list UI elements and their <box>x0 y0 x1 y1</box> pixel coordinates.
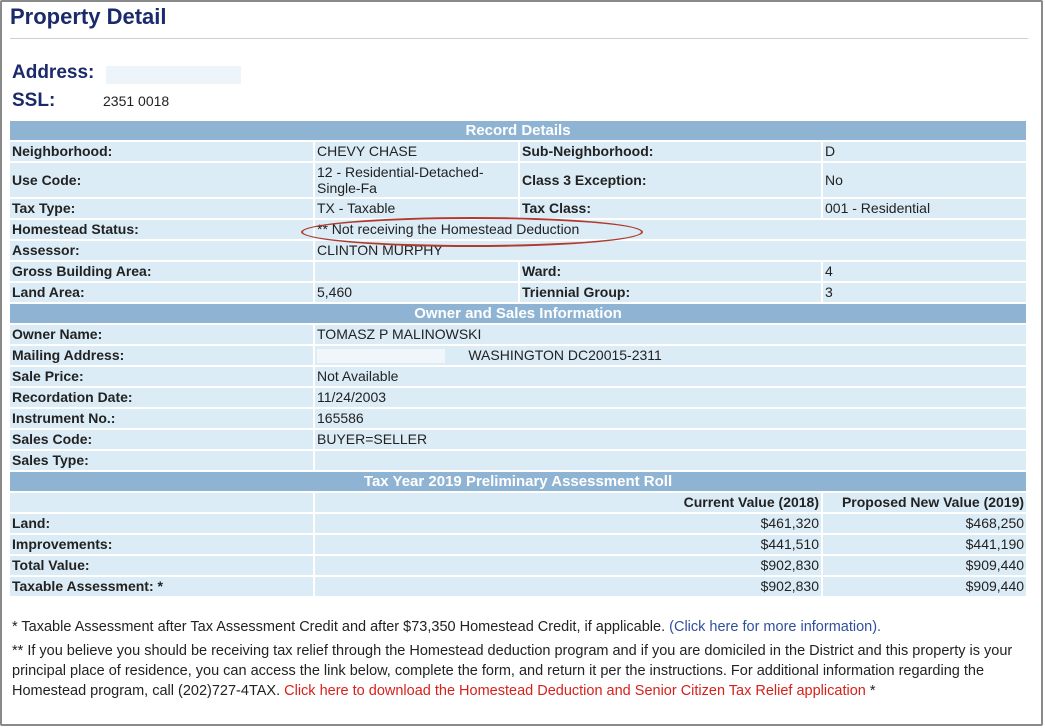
assessment-row-label: Total Value: <box>10 556 315 575</box>
record-details-header: Record Details <box>10 121 1026 140</box>
footnote-homestead-text: ** If you believe you should be receiving tax relief through the Homestead deduction program and if you are domiciled in the District and this property is your principal place of residence, you can access the link below, complete the form, and return it per the instructions. For additional information regarding the Homestead program, call (202)727-4TAX. <box>12 643 1013 699</box>
gross-building-area-label: Gross Building Area: <box>10 262 315 281</box>
assessment-current-value: $441,510 <box>315 535 823 554</box>
sale-price-label: Sale Price: <box>10 367 315 386</box>
more-information-link[interactable]: (Click here for more information). <box>669 619 882 635</box>
assessor-value: CLINTON MURPHY <box>315 241 1026 260</box>
sales-type-value <box>315 451 1026 470</box>
neighborhood-label: Neighborhood: <box>10 142 315 161</box>
triennial-group-value: 3 <box>823 283 1026 302</box>
mailing-street-redacted <box>317 349 445 363</box>
footnote-homestead-suffix: * <box>869 683 876 699</box>
homestead-application-link[interactable]: Click here to download the Homestead Deduction and Senior Citizen Tax Relief application <box>284 683 866 699</box>
assessment-row-land <box>10 514 1026 533</box>
tax-type-value: TX - Taxable <box>315 199 520 218</box>
recordation-date-value: 11/24/2003 <box>315 388 1026 407</box>
assessment-proposed-value: $909,440 <box>823 577 1026 596</box>
page-title: Property Detail <box>10 4 167 29</box>
tax-class-value: 001 - Residential <box>823 199 1026 218</box>
sale-price-value: Not Available <box>315 367 1026 386</box>
homestead-status-label: Homestead Status: <box>10 220 315 239</box>
triennial-group-label: Triennial Group: <box>520 283 823 302</box>
ward-label: Ward: <box>520 262 823 281</box>
mailing-address-cell <box>315 346 1026 365</box>
sub-neighborhood-label: Sub-Neighborhood: <box>520 142 823 161</box>
assessment-row-total <box>10 556 1026 575</box>
ward-value: 4 <box>823 262 1026 281</box>
mailing-address-value: WASHINGTON DC20015-2311 <box>468 347 662 363</box>
assessment-proposed-value: $468,250 <box>823 514 1026 533</box>
footnotes <box>12 617 1022 701</box>
use-code-label: Use Code: <box>10 163 315 197</box>
assessment-row-label: Improvements: <box>10 535 315 554</box>
owner-name-label: Owner Name: <box>10 325 315 344</box>
assessment-row-label: Land: <box>10 514 315 533</box>
address-label: Address: <box>12 62 95 83</box>
tax-type-label: Tax Type: <box>10 199 315 218</box>
ssl-value: 2351 0018 <box>103 93 170 109</box>
sales-code-value: BUYER=SELLER <box>315 430 1026 449</box>
assessment-header: Tax Year 2019 Preliminary Assessment Roll <box>10 472 1026 491</box>
instrument-no-value: 165586 <box>315 409 1026 428</box>
tax-class-label: Tax Class: <box>520 199 823 218</box>
instrument-no-label: Instrument No.: <box>10 409 315 428</box>
ssl-label: SSL: <box>12 90 56 111</box>
land-area-value: 5,460 <box>315 283 520 302</box>
assessment-current-value: $461,320 <box>315 514 823 533</box>
owner-sales-header: Owner and Sales Information <box>10 304 1026 323</box>
sub-neighborhood-value: D <box>823 142 1026 161</box>
owner-name-value: TOMASZ P MALINOWSKI <box>315 325 1026 344</box>
assessment-col-blank <box>10 493 315 512</box>
assessment-row-taxable <box>10 577 1026 596</box>
footnote-taxable <box>12 617 1022 637</box>
assessment-row-improvements <box>10 535 1026 554</box>
assessment-current-value: $902,830 <box>315 556 823 575</box>
assessment-proposed-value: $441,190 <box>823 535 1026 554</box>
footnote-homestead <box>12 641 1022 701</box>
assessment-current-value: $902,830 <box>315 577 823 596</box>
homestead-highlight-oval <box>301 217 643 247</box>
neighborhood-value: CHEVY CHASE <box>315 142 520 161</box>
footnote-taxable-text: * Taxable Assessment after Tax Assessment Credit and after $73,350 Homestead Credit, if applicable. <box>12 619 666 635</box>
homestead-status-value: ** Not receiving the Homestead Deduction <box>315 220 1026 239</box>
address-value-redacted <box>106 66 241 84</box>
property-detail-table <box>10 119 1026 598</box>
assessment-proposed-value: $909,440 <box>823 556 1026 575</box>
sales-code-label: Sales Code: <box>10 430 315 449</box>
class3-exception-label: Class 3 Exception: <box>520 163 823 197</box>
proposed-value-col-header: Proposed New Value (2019) <box>823 493 1026 512</box>
mailing-address-label: Mailing Address: <box>10 346 315 365</box>
sales-type-label: Sales Type: <box>10 451 315 470</box>
title-divider <box>10 38 1028 39</box>
gross-building-area-value <box>315 262 520 281</box>
land-area-label: Land Area: <box>10 283 315 302</box>
class3-exception-value: No <box>823 163 1026 197</box>
use-code-value: 12 - Residential-Detached-Single-Fa <box>315 163 520 197</box>
assessment-row-label: Taxable Assessment: * <box>10 577 315 596</box>
recordation-date-label: Recordation Date: <box>10 388 315 407</box>
current-value-col-header: Current Value (2018) <box>315 493 823 512</box>
assessor-label: Assessor: <box>10 241 315 260</box>
